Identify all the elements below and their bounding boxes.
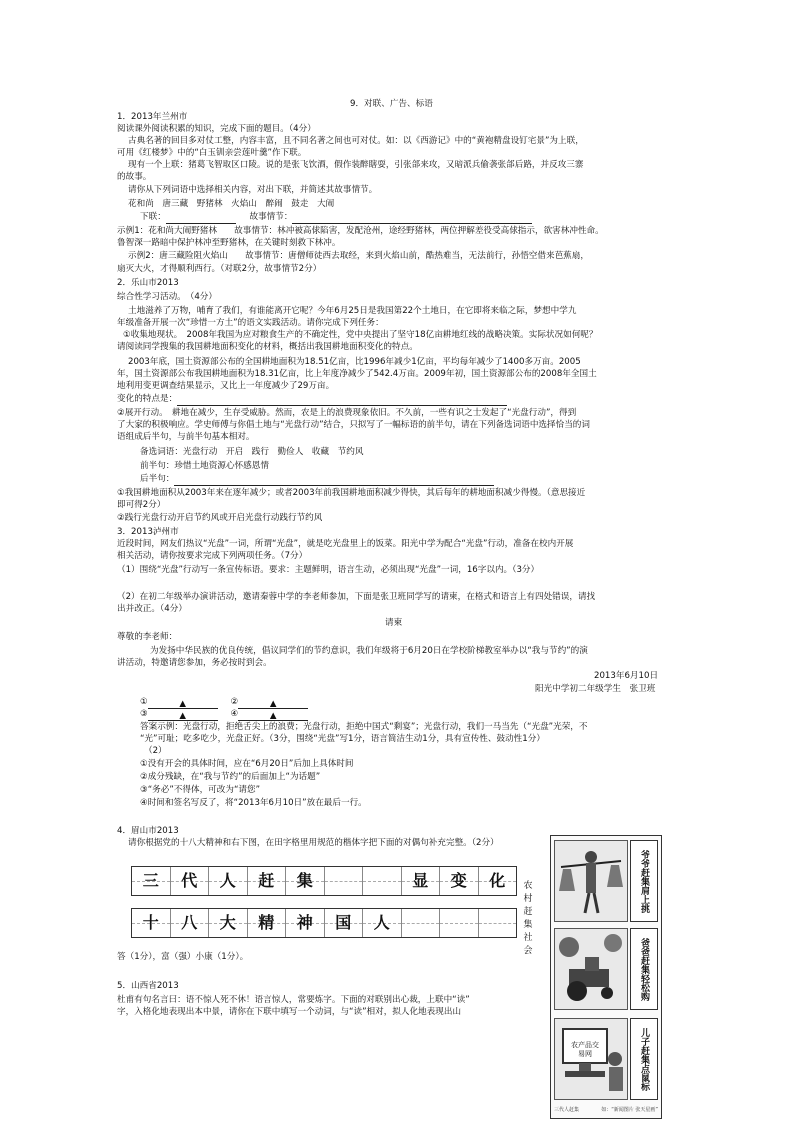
q1-line: 古典名著的回目多对仗工整，内容丰富，且不同名著之间也可对仗。如：以《西游记》中的“黄袍精盘设钉宅景”为上联，	[128, 136, 584, 146]
grid-cell: 神	[286, 909, 325, 937]
q2-second-half-label: 后半句：	[140, 474, 175, 484]
question-5-heading: 5．山西省2013	[117, 981, 179, 991]
q3-line: 近段时间，网友们热议“光盘”一词，所谓“光盘”，就是吃光盘里上的饭菜。阳光中学为配合“光盘”行动，准备在校内开展	[117, 539, 574, 549]
question-3-heading: 3．2013泸州市	[117, 527, 179, 537]
q1-answer: 示例2：唐三藏险阻火焰山 故事情节：唐僧师徒西去取经，来到火焰山前，酷热难当，无法前行，孙悟空借来芭蕉扇，	[128, 251, 589, 261]
grid-cell: 国	[325, 909, 364, 937]
question-2-heading: 2．乐山市2013	[117, 278, 179, 288]
couplet-blank[interactable]	[166, 214, 236, 224]
q1-story-label: 故事情节：	[249, 212, 293, 222]
q1-couplet-label: 下联：	[140, 212, 166, 222]
correction-row	[140, 709, 308, 721]
grid-cell-blank[interactable]	[363, 867, 402, 895]
computer-icon	[555, 1019, 627, 1099]
mark-2: ②	[230, 697, 239, 707]
grid-cell: 代	[171, 867, 210, 895]
q4-answer: 答（1分），富（强）小康（1分）。	[117, 952, 249, 962]
q2-answer: ②践行光盘行动开启节约风或开启光盘行动践行节约风	[117, 513, 323, 523]
correction-row	[140, 697, 308, 709]
q5-line: 杜甫有句名言曰：语不惊人死不休！语言惊人，常要炼字。下面的对联别出心裁，上联中“读”	[117, 995, 470, 1005]
q1-fill-line	[140, 212, 532, 224]
tianzige-row-1	[131, 866, 517, 896]
q2-line: 地利用变更调查结果显示，又比上一年度减少了29万亩。	[117, 381, 335, 391]
letter-body: 为发扬中华民族的优良传统，倡议同学们的节约意识，我们年级将于6月20日在学校阶梯教室举办以“我与节约”的演	[150, 646, 588, 656]
letter-date: 2013年6月10日	[594, 671, 659, 681]
cartoon-panel-father	[554, 928, 628, 1010]
question-1-heading: 1．2013年兰州市	[117, 112, 188, 122]
q2-first-half: 前半句：珍惜土地资源心怀感恩情	[140, 461, 269, 471]
grid-cell: 集	[286, 867, 325, 895]
q2-line: 请阅读同学搜集的我国耕地面积变化的材料，概括出我国耕地面积变化的特点。	[117, 342, 418, 352]
q2-line: 了大家的积极响应。学史师傅与你倡土地与“光盘行动”结合，只拟写了一幅标语的前半句，请在下列备选词语中选择恰当的词	[117, 420, 590, 430]
q2-line: 土地滋养了万物，哺育了我们，有谁能离开它呢？今年6月25日是我国第22个土地日，在它即将来临之际，梦想中学九	[128, 306, 577, 316]
q2-answer: 即可得2分）	[117, 500, 166, 510]
q3-answer: ②成分残缺，在“我与节约”的后面加上“为话题”	[140, 772, 321, 782]
mark-1: ①	[140, 697, 148, 707]
q1-line: 请你从下列词语中选择相关内容，对出下联，并简述其故事情节。	[128, 185, 378, 195]
q4-side-label: 农村赶集社会	[523, 881, 533, 956]
trend-blank[interactable]	[177, 396, 507, 406]
cartoon-caption-right: 如：“新闻图片 张天星画”	[601, 1106, 658, 1113]
q2-line: ②展开行动。 耕地在减少，生存受威胁。然而，农是上的浪费现象依旧。不久前，一些有识之士发起了“光盘行动”，得到	[117, 408, 577, 418]
q1-line: 可用《红楼梦》中的“白玉钏亲尝莲叶羹”作下联。	[117, 148, 307, 158]
grid-cell: 显	[402, 867, 441, 895]
q3-answer: ④时间和签名写反了，将“2013年6月10日”放在最后一行。	[140, 798, 367, 808]
cartoon-tag-3: 儿子赶集点鼠标	[630, 1018, 658, 1100]
grid-cell: 精	[248, 909, 287, 937]
q2-line: 年级准备开展一次“珍惜一方土”的语文实践活动。请你完成下列任务：	[117, 318, 384, 328]
q3-answer: ①没有开会的具体时间，应在“6月20日”后加上具体时间	[140, 759, 354, 769]
question-4-heading: 4．眉山市2013	[117, 826, 179, 836]
q1-answer: 鲁智深一路暗中保护林冲至野猪林，在关键时刻救下林冲。	[117, 238, 341, 248]
grid-cell: 人	[363, 909, 402, 937]
grid-cell: 化	[479, 867, 517, 895]
mark-4: ④	[230, 709, 239, 719]
q1-line: 现有一个上联：猪葛飞智取区口陵。说的是张飞饮酒，假作装醉瞎耍，引张郃来攻，又暗派兵偷袭张郃后路，并反攻三寨	[128, 160, 584, 170]
letter-body: 讲活动，特邀请您参加，务必按时到会。	[117, 658, 272, 668]
letter-signature: 阳光中学初二年级学生 张卫班	[535, 684, 656, 694]
grid-cell: 十	[132, 909, 171, 937]
grid-cell-blank[interactable]	[402, 909, 441, 937]
three-generation-cartoon	[550, 835, 662, 1119]
story-blank[interactable]	[292, 214, 532, 224]
correction-blank-3[interactable]	[148, 711, 218, 721]
q2-answer: ①我国耕地面积从2003年来在逐年减少；或者2003年前我国耕地面积减少得快，其后每年的耕地面积减少得慢。（意思接近	[117, 488, 586, 498]
q3-answer: 答案示例：光盘行动，拒绝舌尖上的浪费；光盘行动，拒绝中国式“剩宴”；光盘行动，我们一马当先（“光盘”光荣，不	[140, 722, 588, 732]
q3-line: （1）围绕“光盘”行动写一条宣传标语。要求：主题鲜明，语言生动，必须出现“光盘”一词，16字以内。（3分）	[117, 565, 540, 575]
cartoon-panel-grandpa	[554, 840, 628, 922]
q2-line: 年，国土资源部公布我国耕地面积为18.31亿亩，比上年度净减少了542.4万亩。2009年初，国土资源部公布的2008年全国土	[117, 369, 597, 379]
letter-title: 请柬	[385, 618, 403, 628]
triangle-icon: ▲	[179, 710, 187, 721]
cartoon-tag-2: 爸爸赶集轻松购	[630, 928, 658, 1010]
letter-greeting: 尊敬的李老师：	[117, 632, 178, 642]
q2-word-options: 备选词语：光盘行动 开启 践行 勤俭人 收藏 节约风	[140, 447, 364, 457]
q2-line: 语组成后半句，与前半句基本相对。	[117, 432, 255, 442]
grandpa-carrying-icon	[555, 841, 627, 921]
grid-cell: 八	[171, 909, 210, 937]
q3-line: （2）在初二年级举办演讲活动，邀请秦蓉中学的李老师参加，下面是张卫班同学写的请柬，在格式和语言上有四处错误，请找	[117, 592, 596, 602]
q2-trend-line	[117, 394, 507, 406]
screen-text: 农产品交易网	[571, 1041, 599, 1058]
grid-cell: 赶	[248, 867, 287, 895]
q2-second-half-line	[140, 474, 494, 486]
grid-cell: 变	[440, 867, 479, 895]
q2-line: ①收集地现状。 2008年我国为应对粮食生产的不确定性，党中央提出了坚守18亿亩耕地红线的战略决策。实际状况如何呢？	[123, 330, 598, 340]
triangle-icon: ▲	[269, 710, 277, 721]
q4-prompt: 请你根据党的十八大精神和右下图，在田字格里用规范的楷体字把下面的对偶句补充完整。（2分）	[128, 838, 499, 848]
tianzige-row-2	[131, 908, 517, 938]
grid-cell: 大	[209, 909, 248, 937]
q3-answer: “光”可耻；吃多吃少，光盘正好。（3分，围绕“光盘”写1分，语言简洁生动1分，具有宣传性、鼓动性1分）	[140, 734, 545, 744]
grid-cell-blank[interactable]	[479, 909, 517, 937]
triangle-icon: ▲	[269, 698, 277, 709]
q2-trend-label: 变化的特点是：	[117, 394, 178, 404]
mark-3: ③	[140, 709, 148, 719]
grid-cell: 人	[209, 867, 248, 895]
grid-cell-blank[interactable]	[440, 909, 479, 937]
cartoon-panel-son	[554, 1018, 628, 1100]
q3-line: 出并改正。（4分）	[117, 604, 187, 614]
correction-blank-2[interactable]	[238, 699, 308, 709]
page-title: 9．对联、广告、标语	[350, 99, 433, 109]
cartoon-caption-left: 三代人赶集	[554, 1106, 580, 1113]
correction-blank-4[interactable]	[238, 711, 308, 721]
question-1-prompt: 阅读课外阅读积累的知识，完成下面的题目。（4分）	[117, 124, 316, 134]
triangle-icon: ▲	[179, 698, 187, 709]
cartoon-tag-1: 爷爷赶集肩上挑	[630, 840, 658, 922]
q3-line: 相关活动，请你按要求完成下列两项任务。（7分）	[117, 551, 308, 561]
question-2-prompt: 综合性学习活动。 （4分）	[117, 292, 217, 302]
q5-line: 字，入格化地表现出本中景，请你在下联中填写一个动词，与“读”相对，拟人化地表现出山	[117, 1007, 462, 1017]
q1-word-options: 花和尚 唐三藏 野猪林 火焰山 醉闹 鼓走 大闹	[128, 199, 335, 209]
tractor-icon	[555, 929, 627, 1009]
q3-answer: （2）	[144, 746, 167, 756]
q3-answer: ③“务必”不得体，可改为“请您”	[140, 785, 261, 795]
grid-cell: 三	[132, 867, 171, 895]
correction-blank-1[interactable]	[148, 699, 218, 709]
grid-cell-blank[interactable]	[325, 867, 364, 895]
q1-answer: 示例1：花和尚大闹野猪林 故事情节：林冲被高俅陷害，发配沧州，途经野猪林，两位押解差役受高俅指示，欲害林冲性命。	[117, 226, 604, 236]
second-half-blank[interactable]	[174, 476, 494, 486]
q1-answer: 扇灭大火，才得顺利西行。（对联2分，故事情节2分）	[117, 264, 322, 274]
q1-line: 的故事。	[117, 172, 152, 182]
q2-line: 2003年底，国土资源部公布的全国耕地面积为18.51亿亩，比1996年减少1亿亩，平均每年减少了1400多万亩。2005	[128, 357, 581, 367]
